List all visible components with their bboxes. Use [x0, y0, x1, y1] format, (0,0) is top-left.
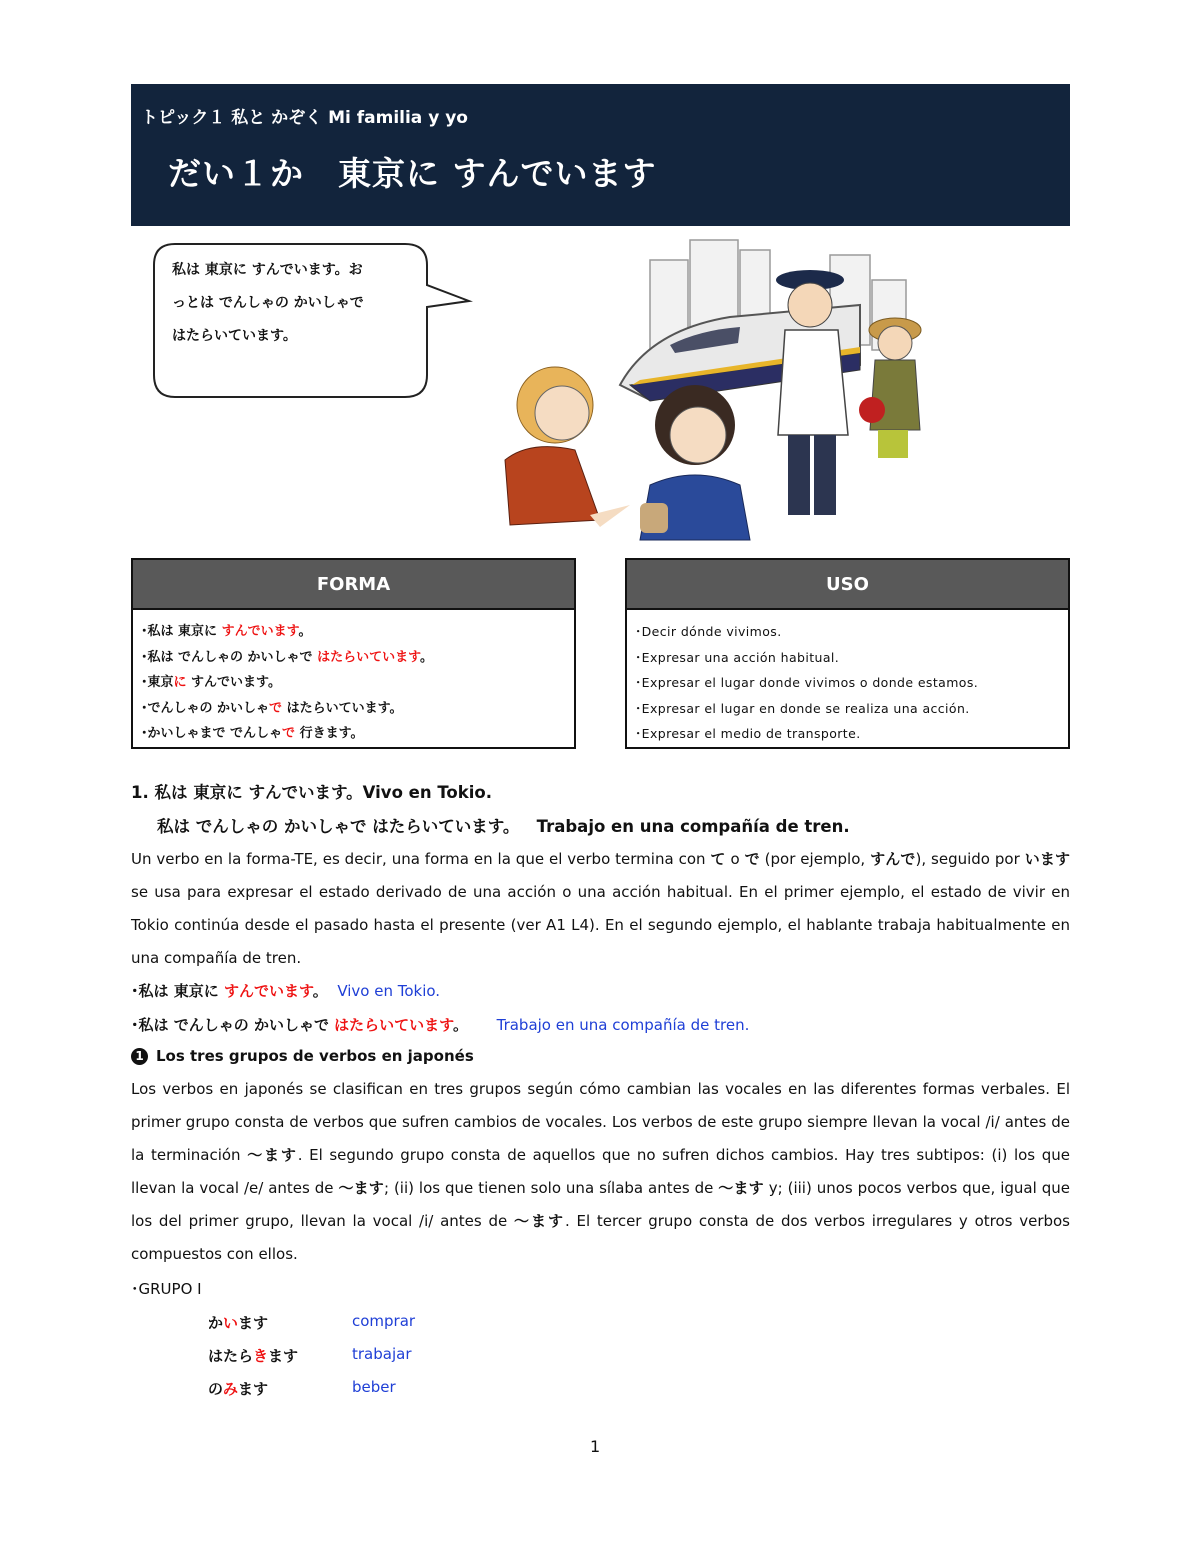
verb-gloss: comprar — [352, 1312, 416, 1330]
list-item: ･Expresar el lugar en donde se realiza una acción. — [635, 700, 970, 716]
verb-gloss: beber — [352, 1378, 396, 1396]
example-line: ･私は 東京に すんでいます。 Vivo en Tokio. — [131, 982, 441, 1000]
section-heading-example: 私は でんしゃの かいしゃで はたらいています。 Trabajo en una compañía de tren. — [157, 817, 850, 836]
uso-list — [627, 610, 1068, 747]
group-label: ･GRUPO I — [131, 1280, 202, 1298]
woman-blonde — [505, 367, 630, 527]
bubble-line: はたらいています。 — [172, 328, 297, 344]
example-line: ･私は でんしゃの かいしゃで はたらいています。 Trabajo en una compañía de tren. — [131, 1016, 750, 1034]
woman-dark-hair — [640, 385, 750, 540]
explanation-paragraph: Un verbo en la forma-TE, es decir, una forma en la que el verbo termina con て o で (por ejemplo, すんで), seguido por います se usa para expresar el estado derivado de una acción o una acción habitual. En el primer ejemplo, el estado de vivir en Tokio continúa desde el pasado hasta el presente (ver A1 L4). En el segundo ejemplo, el hablante trabaja habitualmente en una compañía de tren. — [131, 850, 1070, 967]
verb-groups-paragraph: Los verbos en japonés se clasifican en tres grupos según cómo cambian las vocales en las diferentes formas verbales. El primer grupo consta de verbos que sufren cambios de vocales. Los verbos de este grupo siempre llevan la vocal /i/ antes de la terminación ～ます. El segundo grupo consta de aquellos que no sufren dichos cambios. Hay tres subtipos: (i) los que llevan la vocal /e/ antes de ～ます; (ii) los que tienen solo una sílaba antes de ～ます y; (iii) unos pocos verbos que, igual que los del primer grupo, llevan la vocal /i/ antes de ～ます. El tercer grupo consta de dos verbos irregulares y otros verbos compuestos con ellos. — [131, 1080, 1070, 1263]
verb-item: のみます — [208, 1380, 269, 1398]
speech-bubble-text — [172, 254, 427, 353]
verb-gloss: trabajar — [352, 1345, 412, 1363]
bubble-line: っとは でんしゃの かいしゃで — [172, 295, 364, 311]
list-item: ･Expresar el lugar donde vivimos o donde estamos. — [635, 675, 979, 691]
illustration — [500, 235, 930, 545]
uso-title: USO — [627, 560, 1068, 610]
page-number: 1 — [590, 1437, 601, 1456]
forma-box — [131, 558, 576, 749]
list-item: ･私は でんしゃの かいしゃで はたらいています。 — [141, 649, 434, 665]
list-item: ･私は 東京に すんでいます。 — [141, 624, 312, 639]
topic-title: トピック１ 私と かぞく Mi familia y yo — [141, 108, 468, 128]
subsection-title: 1 Los tres grupos de verbos en japonés — [131, 1047, 474, 1065]
verb-item: かいます — [208, 1314, 269, 1332]
list-item: ･かいしゃまで でんしゃで 行きます。 — [141, 726, 364, 742]
forma-title: FORMA — [133, 560, 574, 610]
lesson-title: だい１か 東京に すんでいます — [168, 154, 657, 193]
bubble-line: 私は 東京に すんでいます。お — [172, 262, 363, 278]
list-item: ･Decir dónde vivimos. — [635, 624, 782, 639]
uso-box — [625, 558, 1070, 749]
list-item: ･でんしゃの かいしゃで はたらいています。 — [141, 700, 403, 716]
list-item: ･Expresar una acción habitual. — [635, 649, 840, 665]
list-item: ･東京に すんでいます。 — [141, 675, 282, 691]
forma-list — [133, 610, 574, 747]
circled-number: 1 — [131, 1048, 148, 1065]
verb-item: はたらきます — [208, 1347, 299, 1365]
list-item: ･Expresar el medio de transporte. — [635, 726, 861, 742]
section-heading: 1. 私は 東京に すんでいます。Vivo en Tokio. — [131, 783, 492, 802]
